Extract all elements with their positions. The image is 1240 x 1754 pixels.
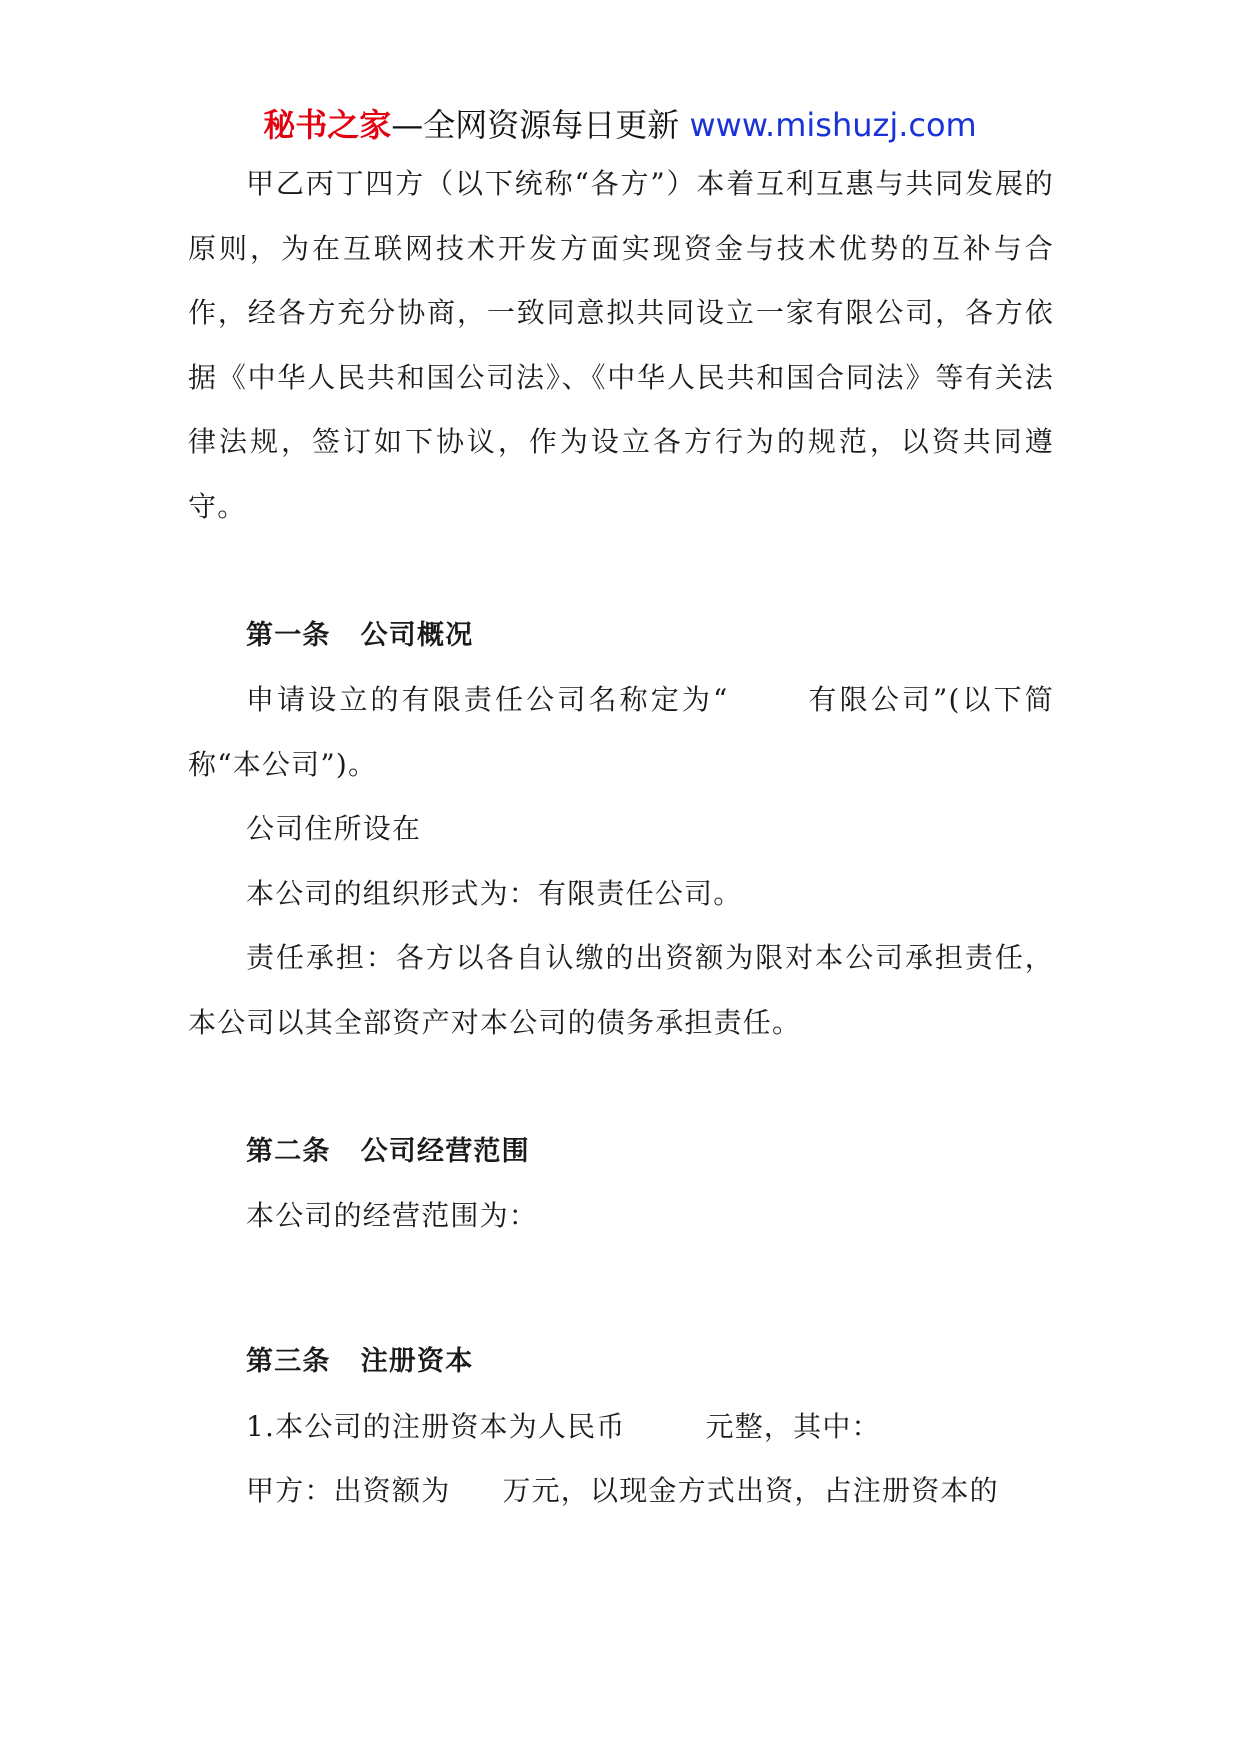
article-1-number: 第一条 <box>246 619 331 651</box>
article-2-heading <box>188 1120 1054 1185</box>
document-body <box>188 152 1054 1524</box>
article-1-title: 公司概况 <box>360 619 474 651</box>
blank-line <box>188 539 1054 604</box>
article-1-paragraph-4: 责任承担：各方以各自认缴的出资额为限对本公司承担责任，本公司以其全部资产对本公司的债务承担责任。 <box>188 941 1054 1039</box>
article-3-heading <box>188 1330 1054 1395</box>
article-1-p1-part-b: 有限公司”(以下简称“本公司”)。 <box>188 683 1054 781</box>
article-3-title: 注册资本 <box>360 1346 474 1377</box>
article-1-paragraph-1 <box>188 668 1054 797</box>
article-2-title: 公司经营范围 <box>360 1135 530 1167</box>
blank-line <box>188 1313 1054 1330</box>
article-3-p2-part-a: 甲方：出资额为 <box>246 1474 451 1507</box>
header-url-link[interactable]: www.mishuzj.com <box>689 106 977 144</box>
article-3-paragraph-1 <box>188 1395 1054 1460</box>
article-3-p1-part-a: 1.本公司的注册资本为人民币 <box>246 1409 626 1443</box>
article-2-paragraph-1: 本公司的经营范围为： <box>246 1199 539 1232</box>
article-3-p2-part-b: 万元，以现金方式出资，占注册资本的 <box>502 1474 999 1507</box>
article-1-heading <box>188 604 1054 669</box>
article-3-p1-part-b: 元整，其中： <box>705 1409 881 1443</box>
preamble-paragraph: 甲乙丙丁四方（以下统称“各方”）本着互利互惠与共同发展的原则，为在互联网技术开发方面实现资金与技术优势的互补与合作，经各方充分协商，一致同意拟共同设立一家有限公司，各方依据《中华人民共和国公司法》、《中华人民共和国合同法》等有关法律法规，签订如下协议，作为设立各方行为的规范，以资共同遵守。 <box>188 167 1054 523</box>
article-3-number: 第三条 <box>246 1346 331 1377</box>
article-3-paragraph-2 <box>188 1459 1054 1524</box>
article-1-p1-part-a: 申请设立的有限责任公司名称定为“ <box>246 683 729 716</box>
blank-line <box>188 1055 1054 1120</box>
article-1-paragraph-2: 公司住所设在 <box>246 812 422 845</box>
page-header <box>0 103 1240 147</box>
article-1-paragraph-3: 本公司的组织形式为：有限责任公司。 <box>246 876 743 910</box>
blank-line <box>188 1249 1054 1314</box>
brand-name: 秘书之家 <box>263 106 392 144</box>
article-2-number: 第二条 <box>246 1135 331 1167</box>
header-slogan: —全网资源每日更新 <box>391 106 690 144</box>
